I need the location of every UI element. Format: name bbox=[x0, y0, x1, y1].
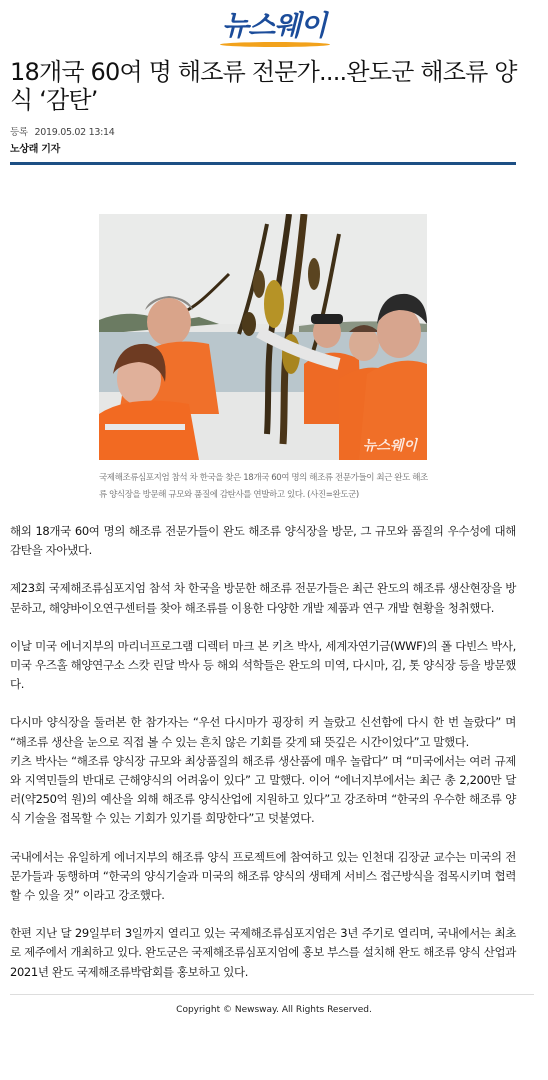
photo-watermark: 뉴스웨이 bbox=[362, 438, 417, 454]
article-paragraph: 이날 미국 에너지부의 마리너프로그램 디렉터 마크 본 키츠 박사, 세계자연기금(WWF)의 폴 다빈스 박사, 미국 우즈홀 해양연구소 스캇 린달 박사 등 해외 석학들은 완도의 미역, 다시마, 김, 톳 양식장 등을 방문했다. bbox=[10, 638, 516, 692]
article-body bbox=[10, 522, 516, 982]
footer-copyright: Copyright © Newsway. All Rights Reserved. bbox=[176, 1005, 372, 1015]
article-paragraph: 키츠 박사는 “해조류 양식장 규모와 최상품질의 해조류 생산품에 매우 놀랍다” 며 “미국에서는 여러 규제와 지역민들의 반대로 근해양식의 어려움이 있다” 고 말했다. 이어 “에너지부에서는 최근 총 2,200만 달러(약250억 원)의 예산을 외해 해조류 양식산업에 지원하고 있다”고 강조하며 “한국의 우수한 해조류 양식 기술을 접목할 수 있는 기회가 있기를 희망한다”고 덧붙였다. bbox=[10, 753, 516, 826]
site-logo[interactable] bbox=[0, 4, 548, 44]
article-paragraph: 제23회 국제해조류심포지엄 참석 차 한국을 방문한 해조류 전문가들은 최근 완도의 해조류 생산현장을 방문하고, 해양바이오연구센터를 찾아 해조류를 이용한 다양한 개발 제품과 연구 개발 현황을 청취했다. bbox=[10, 581, 516, 615]
article-paragraph: 국내에서는 유일하게 에너지부의 해조류 양식 프로젝트에 참여하고 있는 인천대 김장균 교수는 미국의 전문가들과 동행하며 “한국의 양식기술과 미국의 해조류 양식의 생태계 서비스 접근방식을 접목시키며 협력할 수 있을 것” 이라고 강조했다. bbox=[10, 849, 516, 903]
article-paragraph: 한편 지난 달 29일부터 3일까지 열리고 있는 국제해조류심포지엄은 3년 주기로 열리며, 국내에서는 최초로 제주에서 개최하고 있다. 완도군은 국제해조류심포지엄에 홍보 부스를 설치해 완도 해조류 양식 산업과 2021년 완도 국제해조류박람회를 홍보하고 있다. bbox=[10, 926, 516, 979]
article-author: 노상래 기자 bbox=[10, 144, 60, 155]
article-paragraph: 해외 18개국 60여 명의 해조류 전문가들이 완도 해조류 양식장을 방문, 그 규모와 품질의 우수성에 대해 감탄을 자아냈다. bbox=[10, 524, 516, 558]
header-divider bbox=[10, 162, 516, 165]
article-title: 18개국 60여 명 해조류 전문가....완도군 해조류 양식 ‘감탄’ bbox=[10, 58, 517, 114]
photo-caption: 국제해조류심포지엄 참석 차 한국을 찾은 18개국 60여 명의 해조류 전문가들이 최근 완도 해조류 양식장을 방문해 규모와 품질에 감탄사를 연발하고 있다. (사진=완도군) bbox=[99, 473, 428, 500]
article-meta bbox=[10, 124, 115, 138]
publish-date: 2019.05.02 13:14 bbox=[34, 127, 115, 138]
article-paragraph: 다시마 양식장을 둘러본 한 참가자는 “우선 다시마가 굉장히 커 놀랐고 신선함에 다시 한 번 놀랐다” 며 “해조류 생산을 눈으로 직접 볼 수 있는 흔치 않은 기회를 갖게 돼 뜻깊은 시간이었다”고 말했다. bbox=[10, 715, 516, 749]
logo-wordmark: 뉴스웨이 bbox=[222, 4, 326, 44]
date-label: 등록 bbox=[10, 127, 28, 138]
article-photo bbox=[99, 214, 427, 460]
footer-divider bbox=[10, 994, 534, 995]
logo-swoosh bbox=[220, 42, 330, 47]
